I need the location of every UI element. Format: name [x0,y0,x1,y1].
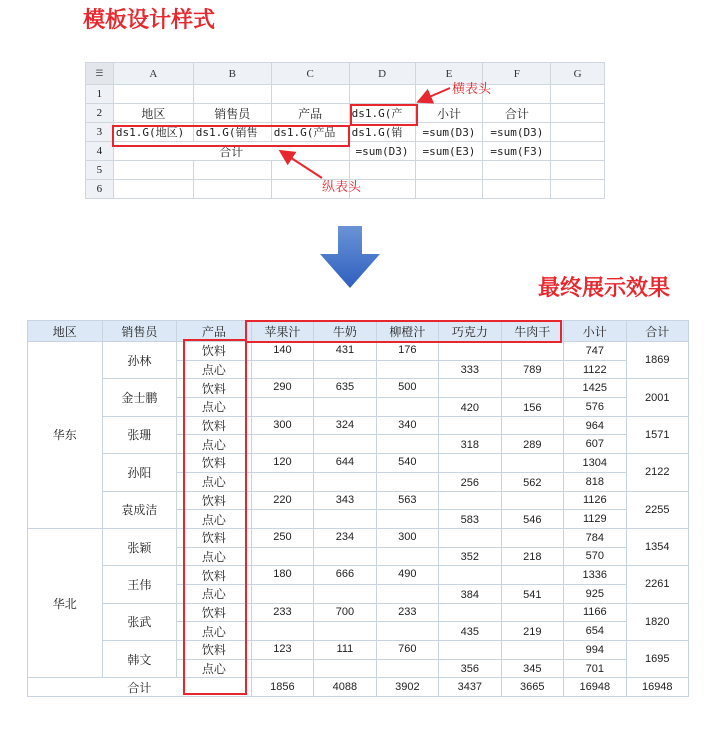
cell[interactable]: 产品 [271,104,349,123]
value-cell: 583 [439,510,501,529]
value-cell: 384 [439,584,501,603]
value-cell [251,547,313,566]
cell[interactable]: =sum(D3) [415,123,483,142]
value-cell: 340 [376,416,438,435]
column-header: 地区 [28,321,103,342]
table-row [28,491,689,510]
cell[interactable] [483,85,551,104]
cell[interactable]: ds1.G(地区) [113,123,193,142]
value-cell: 789 [501,360,563,379]
table-row [28,603,689,622]
value-cell: 546 [501,510,563,529]
cell[interactable]: ds1.G(产 [349,104,415,123]
value-cell [501,641,563,660]
table-row [28,416,689,435]
value-cell [251,510,313,529]
product-cell: 点心 [177,510,252,529]
cell[interactable]: =sum(D3) [349,142,415,161]
subtotal-cell: 576 [564,398,626,417]
value-cell [439,566,501,585]
value-cell [251,435,313,454]
grand-total-cell: 16948 [564,678,626,697]
cell[interactable] [193,161,271,180]
total-cell: 1820 [626,603,689,640]
menu-icon[interactable]: ☰ [86,63,114,85]
product-cell: 点心 [177,398,252,417]
value-cell [439,454,501,473]
subtotal-cell: 1304 [564,454,626,473]
table-row [28,342,689,361]
value-cell: 420 [439,398,501,417]
cell[interactable] [415,161,483,180]
total-cell: 2255 [626,491,689,528]
value-cell: 345 [501,659,563,678]
product-cell: 饮料 [177,641,252,660]
subtotal-cell: 654 [564,622,626,641]
value-cell [314,547,376,566]
total-cell: 2122 [626,454,689,491]
value-cell: 300 [376,528,438,547]
column-header: 合计 [626,321,689,342]
subtotal-cell: 1122 [564,360,626,379]
cell[interactable] [551,104,605,123]
product-cell: 饮料 [177,379,252,398]
table-row [28,641,689,660]
cell[interactable]: 合计 [483,104,551,123]
value-cell [251,398,313,417]
value-cell: 540 [376,454,438,473]
value-cell: 760 [376,641,438,660]
subtotal-cell: 607 [564,435,626,454]
value-cell: 290 [251,379,313,398]
value-cell [501,566,563,585]
cell[interactable] [483,180,551,199]
salesperson-cell: 张颖 [102,528,177,565]
product-cell: 饮料 [177,416,252,435]
subtotal-cell: 747 [564,342,626,361]
product-cell: 点心 [177,584,252,603]
column-header: 销售员 [102,321,177,342]
column-header: 小计 [564,321,626,342]
product-column-highlight [183,339,247,695]
value-cell [314,360,376,379]
row-header[interactable]: 6 [86,180,114,199]
value-cell [501,528,563,547]
salesperson-cell: 张珊 [102,416,177,453]
row-header-highlight [112,125,350,147]
value-cell: 562 [501,472,563,491]
value-cell [376,360,438,379]
total-cell: 1354 [626,528,689,565]
value-cell: 289 [501,435,563,454]
salesperson-cell: 孙林 [102,342,177,379]
value-cell: 324 [314,416,376,435]
value-cell: 352 [439,547,501,566]
column-header: 牛奶 [314,321,376,342]
value-cell [439,528,501,547]
value-cell: 250 [251,528,313,547]
grand-total-cell: 3902 [376,678,438,697]
product-cell: 点心 [177,659,252,678]
value-cell [501,603,563,622]
value-cell: 500 [376,379,438,398]
cell[interactable] [349,85,415,104]
column-header[interactable]: C [271,63,349,85]
value-cell [501,342,563,361]
cell[interactable] [113,85,193,104]
value-cell: 333 [439,360,501,379]
cell[interactable] [113,161,193,180]
value-cell: 123 [251,641,313,660]
value-cell [314,510,376,529]
column-header[interactable]: D [349,63,415,85]
value-cell [376,584,438,603]
region-cell: 华北 [28,528,103,678]
value-cell: 156 [501,398,563,417]
value-cell [251,472,313,491]
row-header[interactable]: 3 [86,123,114,142]
value-cell: 234 [314,528,376,547]
subtotal-cell: 1166 [564,603,626,622]
cell[interactable] [551,161,605,180]
table-row [28,528,689,547]
grand-total-cell: 3665 [501,678,563,697]
cell[interactable] [271,85,349,104]
down-arrow-icon [320,226,380,288]
value-cell: 541 [501,584,563,603]
value-cell [376,659,438,678]
subtotal-cell: 784 [564,528,626,547]
total-cell: 1571 [626,416,689,453]
value-cell: 176 [376,342,438,361]
cell[interactable] [193,180,271,199]
cell[interactable] [551,142,605,161]
column-header: 牛肉干 [501,321,563,342]
product-cell: 饮料 [177,342,252,361]
value-cell [314,398,376,417]
value-cell: 490 [376,566,438,585]
value-cell: 700 [314,603,376,622]
column-header[interactable]: G [551,63,605,85]
cell[interactable]: ds1.G(销 [349,123,415,142]
product-cell: 饮料 [177,603,252,622]
value-cell [439,416,501,435]
cell[interactable] [193,85,271,104]
value-cell [314,622,376,641]
value-cell: 180 [251,566,313,585]
table-row [28,379,689,398]
final-display-heading: 最终展示效果 [538,276,671,301]
total-cell: 1869 [626,342,689,379]
value-cell [376,398,438,417]
cell[interactable]: =sum(F3) [483,142,551,161]
value-cell: 635 [314,379,376,398]
product-cell: 点心 [177,622,252,641]
value-cell: 318 [439,435,501,454]
salesperson-cell: 王伟 [102,566,177,603]
value-cell: 120 [251,454,313,473]
salesperson-cell: 孙阳 [102,454,177,491]
total-cell: 1695 [626,641,689,678]
table-row [28,454,689,473]
total-cell: 2261 [626,566,689,603]
value-cell [314,584,376,603]
cell[interactable]: =sum(D3) [483,123,551,142]
subtotal-cell: 925 [564,584,626,603]
product-cell: 饮料 [177,491,252,510]
subtotal-cell: 701 [564,659,626,678]
product-cell: 点心 [177,547,252,566]
salesperson-cell: 韩文 [102,641,177,678]
subtotal-cell: 964 [564,416,626,435]
value-cell: 435 [439,622,501,641]
value-cell [251,584,313,603]
column-header[interactable]: B [193,63,271,85]
cell[interactable]: 地区 [113,104,193,123]
value-cell [439,342,501,361]
cell[interactable] [551,85,605,104]
grand-total-row [28,678,689,697]
salesperson-cell: 袁成洁 [102,491,177,528]
region-cell: 华东 [28,342,103,529]
value-cell: 111 [314,641,376,660]
product-cell: 点心 [177,435,252,454]
product-cell: 点心 [177,472,252,491]
table-row [28,566,689,585]
value-cell: 431 [314,342,376,361]
row-header[interactable]: 5 [86,161,114,180]
column-header[interactable]: F [483,63,551,85]
value-cell: 563 [376,491,438,510]
row-header[interactable]: 2 [86,104,114,123]
value-cell [314,659,376,678]
column-header[interactable]: E [415,63,483,85]
value-cell: 218 [501,547,563,566]
column-header-highlight [350,104,418,126]
value-cell [314,472,376,491]
product-cell: 饮料 [177,566,252,585]
value-cell [251,659,313,678]
value-cell: 220 [251,491,313,510]
column-header: 柳橙汁 [376,321,438,342]
value-cell [501,491,563,510]
cell[interactable]: ds1.G(产品 [271,123,349,142]
value-cell [439,491,501,510]
value-cell [501,416,563,435]
row-header[interactable]: 1 [86,85,114,104]
cell[interactable] [483,161,551,180]
cell[interactable] [415,180,483,199]
value-cell: 140 [251,342,313,361]
value-cell [376,547,438,566]
row-header-annotation: 纵表头 [322,180,362,195]
template-design-heading: 模板设计样式 [83,8,216,33]
grand-total-label: 合计 [28,678,252,697]
grand-total-cell: 4088 [314,678,376,697]
value-cell [501,379,563,398]
cell[interactable]: 小计 [415,104,483,123]
cell[interactable]: 销售员 [193,104,271,123]
total-cell: 2001 [626,379,689,416]
subtotal-cell: 1336 [564,566,626,585]
value-cell: 300 [251,416,313,435]
value-cell [376,472,438,491]
grand-total-cell: 1856 [251,678,313,697]
salesperson-cell: 张武 [102,603,177,640]
value-cell [251,360,313,379]
value-cell [439,379,501,398]
product-header-highlight [245,320,562,343]
value-cell: 256 [439,472,501,491]
grand-total-cell: 16948 [626,678,689,697]
row-header[interactable]: 4 [86,142,114,161]
value-cell [376,622,438,641]
report-table [27,320,689,697]
cell[interactable] [551,180,605,199]
subtotal-cell: 1129 [564,510,626,529]
value-cell: 356 [439,659,501,678]
grand-total-cell: 3437 [439,678,501,697]
cell[interactable] [551,123,605,142]
value-cell: 644 [314,454,376,473]
column-header: 苹果汁 [251,321,313,342]
column-header: 产品 [177,321,252,342]
value-cell: 666 [314,566,376,585]
value-cell: 343 [314,491,376,510]
total-label-cell[interactable]: 合计 [113,142,349,161]
subtotal-cell: 818 [564,472,626,491]
value-cell [501,454,563,473]
cell[interactable]: =sum(E3) [415,142,483,161]
subtotal-cell: 1425 [564,379,626,398]
value-cell: 233 [251,603,313,622]
cell[interactable]: ds1.G(销售 [193,123,271,142]
column-header: 巧克力 [439,321,501,342]
value-cell [376,435,438,454]
value-cell [439,641,501,660]
salesperson-cell: 金士鹏 [102,379,177,416]
product-cell: 点心 [177,360,252,379]
value-cell: 219 [501,622,563,641]
value-cell [314,435,376,454]
subtotal-cell: 570 [564,547,626,566]
product-cell: 饮料 [177,454,252,473]
product-cell: 饮料 [177,528,252,547]
subtotal-cell: 1126 [564,491,626,510]
final-report [27,320,689,697]
value-cell [251,622,313,641]
column-header[interactable]: A [113,63,193,85]
value-cell [376,510,438,529]
column-header-annotation: 横表头 [452,82,492,97]
subtotal-cell: 994 [564,641,626,660]
cell[interactable] [113,180,193,199]
value-cell [439,603,501,622]
value-cell: 233 [376,603,438,622]
